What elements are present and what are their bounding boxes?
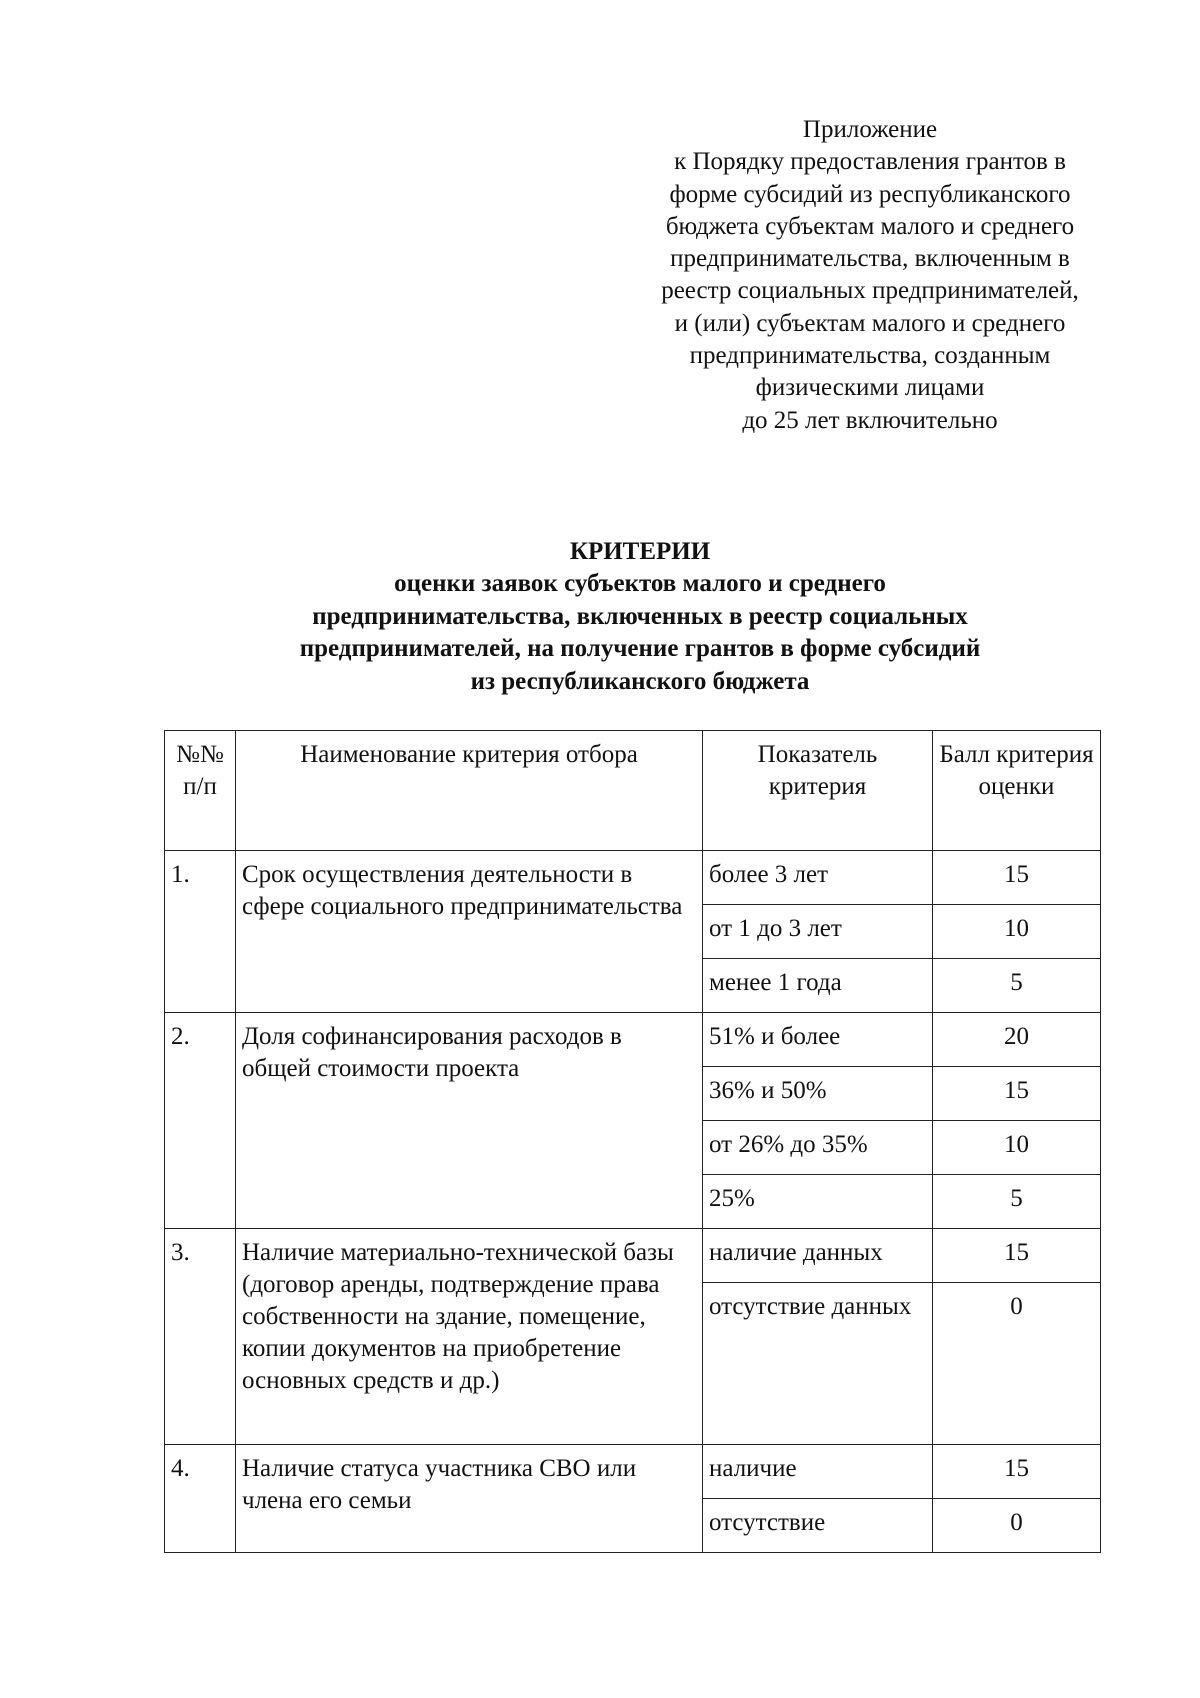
criterion-score: 15: [933, 1229, 1101, 1283]
appendix-line: форме субсидий из республиканского: [669, 180, 1071, 208]
criterion-score: 10: [933, 905, 1101, 959]
criteria-table: [164, 730, 1101, 1553]
title-line: предпринимателей, на получение грантов в форме субсидий: [299, 635, 981, 663]
criterion-score: 15: [933, 1067, 1101, 1121]
appendix-line: к Порядку предоставления грантов в: [674, 148, 1066, 176]
criterion-number: 1.: [165, 851, 236, 1013]
criterion-indicator: отсутствие данных: [703, 1283, 933, 1445]
header-name: Наименование критерия отбора: [236, 731, 703, 851]
table-row: [165, 1229, 1101, 1283]
header-num: №№ п/п: [165, 731, 236, 851]
criterion-score: 15: [933, 851, 1101, 905]
title-line: предпринимательства, включенных в реестр социальных: [312, 602, 968, 630]
table-row: [165, 1013, 1101, 1067]
criterion-indicator: 51% и более: [703, 1013, 933, 1067]
criterion-score: 15: [933, 1445, 1101, 1499]
criterion-score: 20: [933, 1013, 1101, 1067]
appendix-line: физическими лицами: [755, 374, 985, 402]
criterion-indicator: наличие данных: [703, 1229, 933, 1283]
appendix-line: реестр социальных предпринимателей,: [661, 277, 1079, 305]
header-indicator: Показатель критерия: [703, 731, 933, 851]
criterion-indicator: 25%: [703, 1175, 933, 1229]
criterion-number: 2.: [165, 1013, 236, 1229]
criterion-score: 5: [933, 1175, 1101, 1229]
table-header-row: [165, 731, 1101, 851]
criterion-indicator: от 26% до 35%: [703, 1121, 933, 1175]
criterion-score: 0: [933, 1499, 1101, 1553]
criterion-number: 3.: [165, 1229, 236, 1445]
document-title: [160, 536, 1120, 698]
criterion-indicator: наличие: [703, 1445, 933, 1499]
criterion-indicator: 36% и 50%: [703, 1067, 933, 1121]
appendix-line: до 25 лет включительно: [742, 406, 998, 434]
title-heading: КРИТЕРИИ: [569, 538, 711, 565]
criterion-score: 5: [933, 959, 1101, 1013]
appendix-line: предпринимательства, созданным: [689, 342, 1051, 370]
criterion-name: Срок осуществления деятельности в сфере социального предпринимательства: [236, 851, 703, 1013]
appendix-line: и (или) субъектам малого и среднего: [674, 309, 1066, 337]
criterion-name: Наличие материально-технической базы (договор аренды, подтверждение права собственности на здание, помещение, копии документов на приобретение основных средств и др.): [236, 1229, 703, 1445]
table-row: [165, 851, 1101, 905]
criterion-score: 0: [933, 1283, 1101, 1445]
title-line: из республиканского бюджета: [470, 667, 810, 695]
criterion-name: Наличие статуса участника СВО или члена его семьи: [236, 1445, 703, 1553]
appendix-block: [620, 114, 1120, 437]
criterion-number: 4.: [165, 1445, 236, 1553]
header-score: Балл критерия оценки: [933, 731, 1101, 851]
title-line: оценки заявок субъектов малого и среднего: [394, 570, 886, 598]
criterion-indicator: менее 1 года: [703, 959, 933, 1013]
criterion-indicator: более 3 лет: [703, 851, 933, 905]
appendix-line: бюджета субъектам малого и среднего: [665, 212, 1075, 240]
criterion-indicator: отсутствие: [703, 1499, 933, 1553]
criterion-name: Доля софинансирования расходов в общей стоимости проекта: [236, 1013, 703, 1229]
criterion-score: 10: [933, 1121, 1101, 1175]
criterion-indicator: от 1 до 3 лет: [703, 905, 933, 959]
table-row: [165, 1445, 1101, 1499]
appendix-line: предпринимательства, включенным в: [670, 245, 1070, 273]
appendix-line: Приложение: [802, 116, 938, 143]
